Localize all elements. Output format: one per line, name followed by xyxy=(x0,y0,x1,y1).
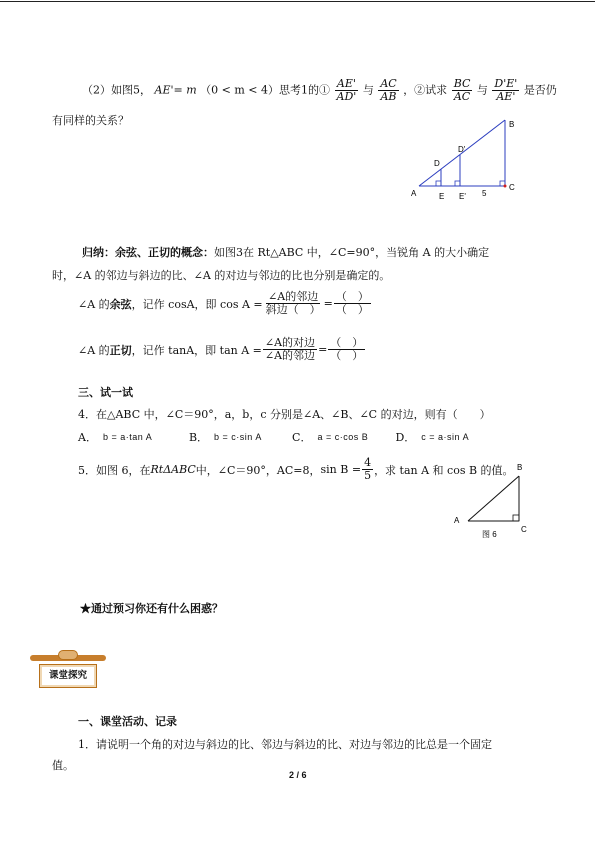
activity-title: 一、课堂活动、记录 xyxy=(78,715,177,728)
fig5-label-d: D xyxy=(434,159,440,168)
q4-options xyxy=(78,429,493,445)
summary-text1: 如图3在 Rt△ABC 中，∠C=90°，当锐角 A 的大小确定 xyxy=(214,246,490,259)
word-yu: 与 xyxy=(362,83,374,97)
part2-mid: ，②试求 xyxy=(403,83,448,97)
q4-option-b-label: B． xyxy=(188,431,209,444)
fig6-label-b: B xyxy=(517,463,523,472)
q4-option-b-formula: b = c·sin A xyxy=(214,432,262,442)
tan-eq: = xyxy=(318,343,328,356)
figure-5 xyxy=(405,115,530,205)
fig5-right-angle-e xyxy=(436,181,441,186)
q4-option-a-label: A． xyxy=(78,431,97,444)
part2-prefix: （2）如图5， xyxy=(82,83,151,97)
cos-eq: = xyxy=(323,297,333,310)
fraction-de-ae: $\frac{D'E'}{AE'}$ xyxy=(494,77,518,103)
figure-6 xyxy=(450,460,535,545)
fig5-label-e-prime: E' xyxy=(459,192,466,201)
confusion-heading: ★通过预习你还有什么困惑？ xyxy=(80,602,223,615)
q5-sin: sin B = xyxy=(320,463,362,476)
cos-fraction: $\frac{\text{∠A的邻边}}{\text{斜边（ ）}}$ xyxy=(265,290,321,316)
fraction-ac-ab: $\frac{AC}{AB}$ xyxy=(380,77,397,103)
tan-pre: ∠A 的 xyxy=(78,343,110,357)
fig6-label-c: C xyxy=(521,525,527,534)
fraction-bc-ac: $\frac{BC}{AC}$ xyxy=(453,77,471,103)
tan-fraction-blank: $\frac{( )}{( )}$ xyxy=(330,336,364,362)
summary-line2: 时，∠A 的邻边与斜边的比、∠A 的对边与邻边的比也分别是确定的。 xyxy=(52,269,391,282)
fraction-ae-ad: $\frac{AE'}{AD'}$ xyxy=(336,77,357,103)
fig5-label-e: E xyxy=(439,192,445,201)
fig6-right-angle xyxy=(513,515,519,521)
top-rule xyxy=(0,1,595,2)
fig5-right-angle-e2 xyxy=(455,181,460,186)
q5-triangle: RtΔABC xyxy=(150,463,196,476)
tan-fraction: $\frac{\text{∠A的对边}}{\text{∠A的邻边}}$ xyxy=(264,336,316,362)
badge-scroll-knot xyxy=(58,650,78,660)
part2-suffix: 是否仍 xyxy=(523,83,557,97)
q5-mid: 中，∠C＝90°，AC=8， xyxy=(195,463,321,477)
part2-line1 xyxy=(82,78,557,103)
q4-option-a-formula: b = a·tan A xyxy=(102,432,153,442)
fig5-label-5: 5 xyxy=(482,189,487,198)
q4-text: 4．在△ABC 中，∠C＝90°，a，b，c 分别是∠A、∠B、∠C 的对边，则有（ ） xyxy=(78,408,491,421)
fig5-label-b: B xyxy=(509,120,515,129)
page-number: 2 / 6 xyxy=(289,770,307,780)
tan-post: ，记作 tanA，即 tan A = xyxy=(131,343,262,357)
part2-expr: AE'= m xyxy=(154,83,197,97)
part2-line2: 有同样的关系？ xyxy=(52,114,129,127)
fig5-point-c xyxy=(504,185,507,188)
summary-line1 xyxy=(82,244,489,260)
classroom-explore-badge: 课堂探究 xyxy=(39,664,97,688)
q4-option-d-label: D． xyxy=(395,431,416,444)
summary-title: 归纳：余弦、正切的概念： xyxy=(82,246,214,259)
fig6-caption: 图 6 xyxy=(482,530,497,539)
q4-option-c-formula: a = c·cos B xyxy=(317,432,369,442)
q5-post: ，求 tan A 和 cos B 的值。 xyxy=(374,463,514,477)
q4-option-c-label: C． xyxy=(292,431,312,444)
fig5-label-a: A xyxy=(411,189,417,198)
fig5-label-c: C xyxy=(509,183,515,192)
q4-option-d-formula: c = a·sin A xyxy=(421,432,470,442)
tan-term: 正切 xyxy=(109,343,132,357)
activity-text1: 1．请说明一个角的对边与斜边的比、邻边与斜边的比、对边与邻边的比总是一个固定 xyxy=(78,738,492,751)
cos-definition xyxy=(78,291,372,316)
cos-pre: ∠A 的 xyxy=(78,297,110,311)
cos-fraction-blank: $\frac{( )}{( )}$ xyxy=(335,290,369,316)
section3-title: 三、试一试 xyxy=(78,386,133,399)
activity-text2: 值。 xyxy=(52,759,74,772)
fig6-label-a: A xyxy=(454,516,460,525)
q5-text xyxy=(78,457,514,482)
part2-range: （0 < m < 4）思考1的① xyxy=(200,83,331,97)
fig6-hypotenuse xyxy=(468,476,519,521)
tan-definition xyxy=(78,337,366,362)
q5-fraction: $\frac{4}{5}$ xyxy=(364,456,372,482)
q5-pre: 5．如图 6，在 xyxy=(78,463,151,477)
cos-term: 余弦 xyxy=(109,297,132,311)
cos-post: ，记作 cosA，即 cos A = xyxy=(131,297,263,311)
fig5-label-d-prime: D' xyxy=(458,145,466,154)
word-yu-2: 与 xyxy=(476,83,488,97)
